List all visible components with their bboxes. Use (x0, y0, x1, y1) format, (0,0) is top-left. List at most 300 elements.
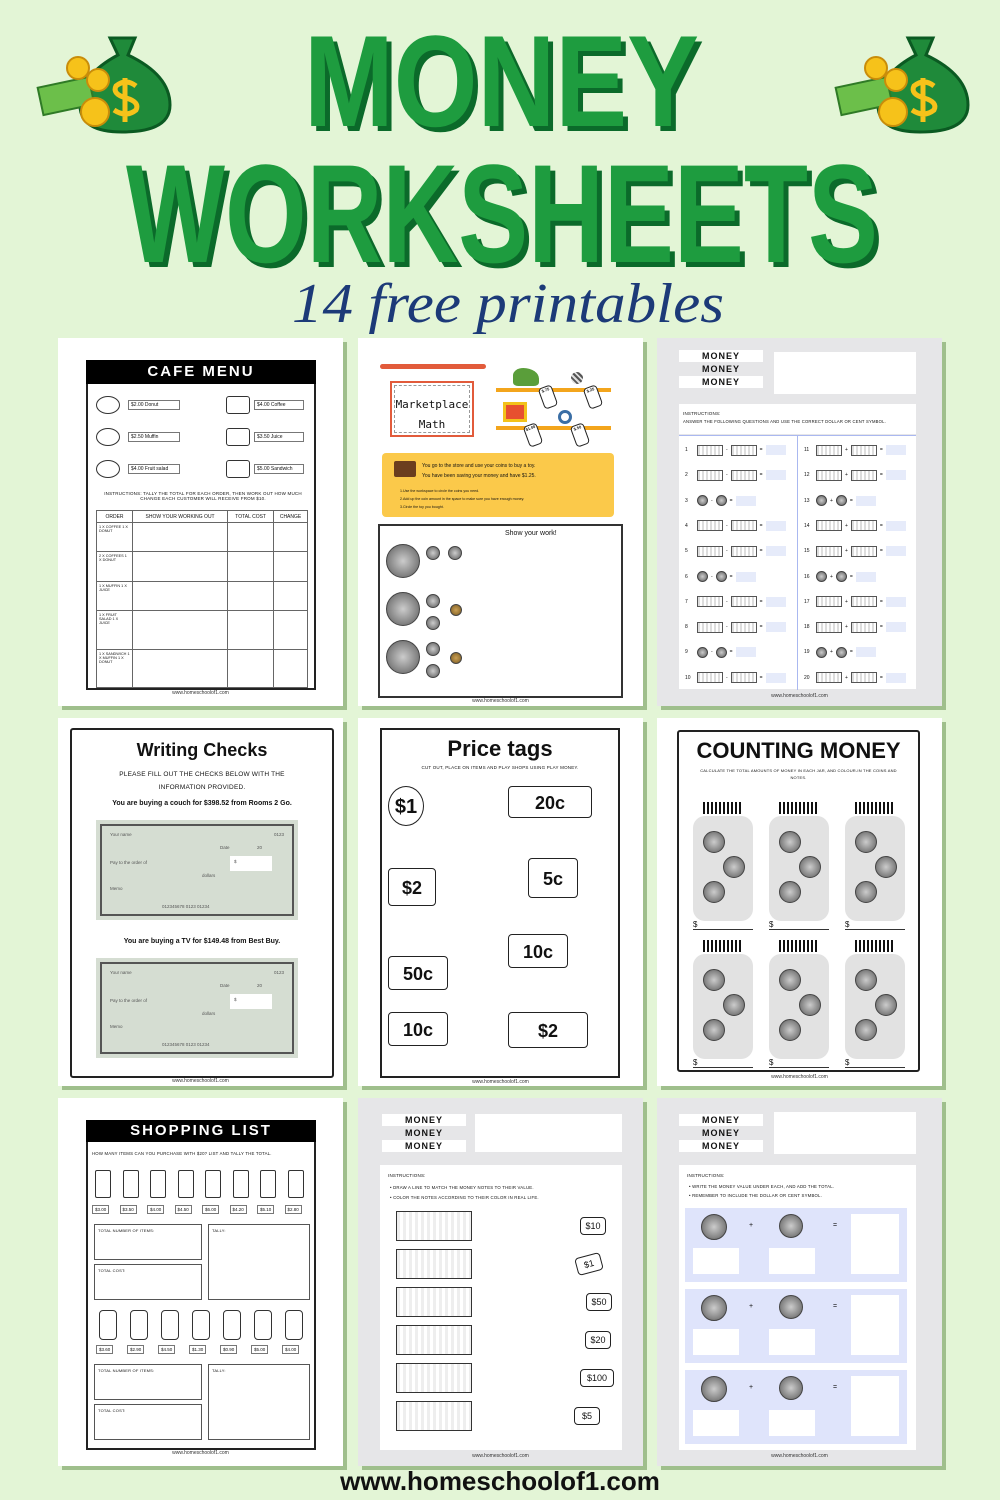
item-price: $6.00 (202, 1205, 219, 1214)
name-box[interactable] (774, 1112, 916, 1154)
equals-sign: = (879, 624, 883, 631)
coin-icon (450, 652, 462, 664)
total-box[interactable] (851, 1376, 899, 1436)
title-banner (0, 0, 1000, 340)
equals-sign: = (729, 573, 733, 580)
price-tags-title: Price tags (447, 736, 553, 761)
answer-box[interactable] (693, 1329, 739, 1355)
footer-url: www.homeschoolof1.com (771, 693, 828, 699)
item-price: $1.30 (189, 1345, 206, 1354)
shopping-list-worksheet[interactable] (58, 1098, 343, 1466)
check-number: 0123 (273, 970, 284, 975)
question-number: 4 (685, 522, 688, 529)
grocery-item-icon (288, 1170, 304, 1198)
pay-to-label: Pay to the order of (110, 860, 148, 865)
banknote-icon (697, 546, 723, 557)
answer-box[interactable] (856, 647, 876, 657)
jar-answer[interactable] (693, 920, 753, 930)
cafe-menu-worksheet[interactable] (58, 338, 343, 706)
footer-url: www.homeschoolof1.com (172, 1078, 229, 1084)
question-row (804, 621, 916, 633)
coin-icon (836, 495, 847, 506)
toy-box-icon (503, 402, 527, 422)
instruction: CALCULATE THE TOTAL AMOUNTS OF MONEY IN EACH JAR, AND COLOUR-IN THE COINS AND NOTES. (700, 768, 897, 780)
coin-icon (779, 831, 801, 853)
value-tag[interactable]: $5 (574, 1407, 600, 1425)
question-row (804, 520, 916, 532)
answer-box[interactable] (693, 1410, 739, 1436)
answer-cell[interactable] (133, 552, 228, 581)
value-tag[interactable]: $20 (585, 1331, 611, 1349)
website-url[interactable]: www.homeschoolof1.com (340, 1466, 660, 1496)
operator: - (726, 548, 728, 555)
operator: - (726, 472, 728, 479)
grocery-item-icon (223, 1310, 241, 1340)
banknote-icon[interactable] (396, 1325, 472, 1355)
question-row (685, 621, 797, 633)
money-header (679, 350, 763, 389)
year-label: 20 (257, 845, 263, 850)
item-price: $2.90 (127, 1345, 144, 1354)
jar-lid (779, 940, 819, 952)
price-tag[interactable]: 5c (528, 858, 578, 898)
coin-icon (703, 1019, 725, 1041)
question-number: 17 (804, 598, 810, 605)
coin-icon (448, 546, 462, 560)
coin-icon (855, 831, 877, 853)
your-name-label: Your name (110, 832, 132, 837)
answer-cell[interactable] (133, 611, 228, 649)
grocery-item-icon (178, 1170, 194, 1198)
operator: - (726, 447, 728, 453)
menu-item-price: $5.00 Sandwich (254, 464, 304, 474)
question-row (685, 520, 797, 532)
answer-box[interactable] (886, 445, 906, 455)
banknote-icon (816, 520, 842, 531)
grocery-item-icon (161, 1310, 179, 1340)
answer-cell[interactable] (228, 523, 274, 552)
grocery-item-icon (95, 1170, 111, 1198)
price-tags-worksheet[interactable] (358, 718, 643, 1086)
item-price: $4.50 (158, 1345, 175, 1354)
item-price: $5.00 (251, 1345, 268, 1354)
footer-url: www.homeschoolof1.com (472, 1453, 529, 1459)
value-tag[interactable]: $1 (574, 1252, 604, 1276)
coin-addition-worksheet[interactable] (657, 1098, 942, 1466)
coin-icon (816, 647, 827, 658)
coin-addition-row (685, 1208, 907, 1282)
instructions-box (679, 404, 916, 434)
order-cell: 1 X FRUIT SALAD 1 X JUICE (97, 611, 133, 649)
amount-field[interactable] (230, 994, 272, 1009)
title-line-1: MONEY (304, 8, 699, 154)
dollar-sign: $ (845, 920, 850, 929)
question-number: 2 (685, 472, 688, 479)
price-tag[interactable]: 20c (508, 786, 592, 818)
value-tag[interactable]: $10 (580, 1217, 606, 1235)
answer-cell[interactable] (228, 552, 274, 581)
jar-answer[interactable] (769, 920, 829, 930)
equals-sign: = (759, 624, 763, 631)
coin-icon (386, 640, 420, 674)
banknote-icon (816, 596, 842, 607)
question-row (685, 545, 797, 557)
grocery-item-icon (99, 1310, 117, 1340)
operator: + (845, 472, 848, 479)
match-notes-worksheet[interactable] (358, 1098, 643, 1466)
table-row (97, 552, 308, 581)
answer-box[interactable] (886, 521, 906, 531)
question-number: 18 (804, 624, 810, 631)
check-prompt: You are buying a TV for $149.48 from Best Buy. (123, 938, 281, 945)
counting-money-title: COUNTING MONEY (696, 738, 901, 763)
coin-icon (855, 969, 877, 991)
answer-box[interactable] (769, 1410, 815, 1436)
answer-box[interactable] (766, 521, 786, 531)
footer-url: www.homeschoolof1.com (472, 698, 529, 704)
question-number: 14 (804, 522, 810, 529)
question-number: 10 (685, 674, 691, 681)
answer-cell[interactable] (228, 649, 274, 687)
check-form[interactable] (96, 820, 298, 920)
answer-box[interactable] (769, 1248, 815, 1274)
answer-box[interactable] (856, 496, 876, 506)
answer-box[interactable] (886, 470, 906, 480)
coin-icon (799, 856, 821, 878)
question-number: 6 (685, 573, 688, 580)
toy-price-tag: $1.00 (523, 422, 544, 447)
coin-icon (779, 1376, 803, 1400)
banknote-icon (731, 445, 757, 456)
money-jar (845, 816, 905, 921)
operator: - (726, 598, 728, 605)
banknote-icon[interactable] (396, 1363, 472, 1393)
banknote-icon (731, 672, 757, 683)
equals-sign: = (879, 548, 883, 555)
footer-url: www.homeschoolof1.com (771, 1453, 828, 1459)
plus-sign: + (749, 1222, 754, 1229)
question-row (685, 495, 797, 507)
price-tag[interactable]: $2 (388, 868, 436, 906)
exercise-area (679, 1165, 916, 1450)
dinosaur-toy-icon (513, 368, 539, 386)
answer-cell[interactable] (133, 581, 228, 610)
step-text: 3.Circle the toy you bought. (400, 505, 444, 509)
banknote-icon[interactable] (396, 1401, 472, 1431)
question-row (685, 444, 797, 456)
answer-box[interactable] (766, 470, 786, 480)
question-number: 7 (685, 598, 688, 605)
coin-icon (703, 969, 725, 991)
banknote-icon (697, 622, 723, 633)
dollar-sign: $ (693, 920, 698, 929)
total-box[interactable] (851, 1295, 899, 1355)
total-cost-box[interactable]: TOTAL COST: (94, 1404, 202, 1440)
answer-box[interactable] (856, 572, 876, 582)
instructions-label: INSTRUCTIONS: (683, 411, 721, 416)
coin-icon (716, 571, 727, 582)
answer-cell[interactable] (274, 611, 308, 649)
item-price: $5.10 (257, 1205, 274, 1214)
money-label: MONEY (679, 1114, 763, 1126)
equals-sign: = (879, 598, 883, 605)
price-tag[interactable]: $1 (388, 786, 424, 826)
name-box[interactable] (774, 352, 916, 394)
grocery-item-icon (285, 1310, 303, 1340)
coin-icon (799, 994, 821, 1016)
routing-number: 012345678 0123 01234 (162, 904, 210, 909)
answer-box[interactable] (693, 1248, 739, 1274)
banknote-icon (816, 470, 842, 481)
answer-box[interactable] (886, 597, 906, 607)
column-header: CHANGE (274, 511, 308, 523)
money-jar (845, 954, 905, 1059)
sign-rail (380, 364, 486, 369)
order-cell: 2 X COFFEES 1 X DONUT (97, 552, 133, 581)
price-tag[interactable]: 50c (388, 956, 448, 990)
question-number: 19 (804, 649, 810, 656)
banknote-icon (816, 622, 842, 633)
coin-icon (855, 881, 877, 903)
question-row (685, 469, 797, 481)
operator: + (830, 497, 833, 504)
coin-icon (836, 647, 847, 658)
question-row (804, 545, 916, 557)
matching-area (380, 1165, 622, 1450)
subtitle: 14 free printables (292, 273, 724, 335)
coin-icon (779, 1214, 803, 1238)
grocery-item-icon (205, 1170, 221, 1198)
story-box (382, 453, 614, 517)
money-label: MONEY (679, 350, 763, 362)
question-row (685, 672, 797, 684)
toy-price-tag: $.75 (538, 384, 559, 409)
answer-box[interactable] (766, 622, 786, 632)
money-label: MONEY (404, 1128, 443, 1138)
jar-lid (779, 802, 819, 814)
menu-item-price: $2.50 Muffin (128, 432, 180, 442)
table-row (97, 581, 308, 610)
money-jar (693, 816, 753, 921)
equals-sign: = (759, 472, 763, 479)
grocery-item-icon (150, 1170, 166, 1198)
jar-lid (855, 940, 895, 952)
operator: + (830, 573, 833, 580)
orders-table (96, 510, 308, 688)
answer-box[interactable] (766, 445, 786, 455)
instruction: ANSWER THE FOLLOWING QUESTIONS AND USE THE CORRECT DOLLAR OR CENT SYMBOL. (683, 419, 886, 424)
jar-lid (703, 802, 743, 814)
value-tag[interactable]: $100 (580, 1369, 614, 1387)
operator: - (711, 573, 713, 580)
answer-cell[interactable] (274, 581, 308, 610)
memo-label: Memo (110, 886, 123, 891)
dollar-sign: $ (845, 1058, 850, 1067)
question-row (685, 596, 797, 608)
answer-box[interactable] (886, 673, 906, 683)
money-label: MONEY (701, 1128, 740, 1138)
jar-answer[interactable] (845, 1058, 905, 1068)
banknote-icon[interactable] (396, 1249, 472, 1279)
answer-box[interactable] (886, 546, 906, 556)
jar-answer[interactable] (693, 1058, 753, 1068)
grocery-item-icon (254, 1310, 272, 1340)
banknote-icon (731, 546, 757, 557)
operator: + (845, 447, 848, 453)
answer-box[interactable] (766, 546, 786, 556)
money-label: MONEY (382, 1140, 466, 1152)
operator: + (845, 598, 848, 605)
item-price: $4.20 (230, 1205, 247, 1214)
value-tag[interactable]: $50 (586, 1293, 612, 1311)
answer-cell[interactable] (274, 523, 308, 552)
coin-icon (703, 881, 725, 903)
instruction: CUT OUT, PLACE ON ITEMS AND PLAY SHOPS USING PLAY MONEY. (421, 765, 579, 770)
menu-item-price: $4.00 Coffee (254, 400, 304, 410)
coin-icon (697, 495, 708, 506)
counting-money-worksheet[interactable] (657, 718, 942, 1086)
item-price: $4.50 (175, 1205, 192, 1214)
coin-icon (779, 881, 801, 903)
jar-answer[interactable] (769, 1058, 829, 1068)
answer-box[interactable] (769, 1329, 815, 1355)
equals-sign: = (879, 522, 883, 529)
answer-cell[interactable] (274, 552, 308, 581)
name-box[interactable] (475, 1114, 622, 1152)
money-bag-icon (836, 38, 968, 132)
equals-sign: = (833, 1303, 838, 1310)
story-line: You go to the store and use your coins to buy a toy. (422, 463, 536, 469)
tally-box[interactable]: TALLY: (208, 1224, 310, 1300)
banknote-icon (731, 470, 757, 481)
coin-icon (426, 616, 440, 630)
total-items-box[interactable]: TOTAL NUMBER OF ITEMS: (94, 1224, 202, 1260)
money-label: MONEY (679, 1140, 763, 1152)
answer-box[interactable] (736, 496, 756, 506)
writing-checks-worksheet[interactable] (58, 718, 343, 1086)
question-number: 3 (685, 497, 688, 504)
total-items-box[interactable]: TOTAL NUMBER OF ITEMS: (94, 1364, 202, 1400)
total-box[interactable] (851, 1214, 899, 1274)
answer-cell[interactable] (274, 649, 308, 687)
grocery-item-icon (260, 1170, 276, 1198)
total-cost-box[interactable]: TOTAL COST: (94, 1264, 202, 1300)
answer-box[interactable] (886, 622, 906, 632)
price-tag[interactable]: 10c (388, 1012, 448, 1046)
banknote-icon (816, 546, 842, 557)
footer-url: www.homeschoolof1.com (172, 1450, 229, 1456)
show-work-label: Show your work! (505, 530, 557, 537)
money-operations-worksheet[interactable] (657, 338, 942, 706)
memo-label: Memo (110, 1024, 123, 1029)
order-cell: 1 X SANDWICH 1 X MUFFIN 1 X DONUT (97, 649, 133, 687)
marketplace-math-worksheet[interactable] (358, 338, 643, 706)
answer-cell[interactable] (133, 523, 228, 552)
routing-number: 012345678 0123 01234 (162, 1042, 210, 1047)
table-row (97, 649, 308, 687)
equals-sign: = (849, 573, 853, 580)
equals-sign: = (759, 522, 763, 529)
coin-addition-row (685, 1370, 907, 1444)
banknote-icon (697, 470, 723, 481)
money-jar (693, 954, 753, 1059)
cafe-menu-title: CAFE MENU (86, 360, 316, 384)
banknote-icon[interactable] (396, 1211, 472, 1241)
work-area[interactable] (378, 524, 623, 698)
question-row (685, 646, 797, 658)
column-header: SHOW YOUR WORKING OUT (133, 511, 228, 523)
jar-answer[interactable] (845, 920, 905, 930)
spinner-toy-icon (558, 410, 572, 424)
question-row (804, 646, 916, 658)
grocery-item-icon (192, 1310, 210, 1340)
question-row (685, 571, 797, 583)
operator: - (726, 674, 728, 681)
instructions-label: INSTRUCTIONS: (687, 1173, 725, 1178)
equals-sign: = (759, 598, 763, 605)
banknote-icon (816, 445, 842, 456)
answer-cell[interactable] (228, 611, 274, 649)
check-form[interactable] (96, 958, 298, 1058)
coin-icon (716, 647, 727, 658)
coin-icon (426, 642, 440, 656)
equals-sign: = (729, 497, 733, 504)
instruction-bullet: • COLOR THE NOTES ACCORDING TO THEIR COLOR IN REAL LIFE. (390, 1195, 539, 1200)
banknote-icon[interactable] (396, 1287, 472, 1317)
operator: + (845, 624, 848, 631)
wallet-icon (394, 461, 416, 477)
answer-cell[interactable] (133, 649, 228, 687)
answer-box[interactable] (736, 572, 756, 582)
fruit-salad-icon (96, 460, 120, 478)
answer-box[interactable] (736, 647, 756, 657)
question-number: 20 (804, 674, 810, 681)
instructions: INSTRUCTIONS: TALLY THE TOTAL FOR EACH ORDER, THEN WORK OUT HOW MUCH CHANGE EACH CUSTOMER WILL RECEIVE FROM $10. (104, 491, 302, 501)
question: HOW MANY ITEMS CAN YOU PURCHASE WITH $20? LIST AND TALLY THE TOTAL. (92, 1151, 272, 1156)
coin-icon (723, 856, 745, 878)
order-cell: 1 X COFFEE 1 X DONUT (97, 523, 133, 552)
question-row (804, 672, 916, 684)
answer-box[interactable] (766, 597, 786, 607)
equals-sign: = (833, 1222, 838, 1229)
dollar-sign: $ (234, 859, 237, 864)
question-number: 16 (804, 573, 810, 580)
coin-icon (386, 544, 420, 578)
amount-field[interactable] (230, 856, 272, 871)
question-number: 9 (685, 649, 688, 656)
price-tag[interactable]: 10c (508, 934, 568, 968)
dollars-label: dollars (202, 1011, 216, 1016)
step-text: 1.Use the workspace to circle the coins you need. (400, 489, 480, 493)
question-number: 8 (685, 624, 688, 631)
answer-box[interactable] (766, 673, 786, 683)
banknote-icon (816, 672, 842, 683)
footer-url: www.homeschoolof1.com (472, 1079, 529, 1085)
operator: + (845, 674, 848, 681)
coin-icon (701, 1376, 727, 1402)
price-tag[interactable]: $2 (508, 1012, 588, 1048)
money-jar (769, 954, 829, 1059)
coin-icon (426, 546, 440, 560)
equals-sign: = (759, 548, 763, 555)
banknote-icon (851, 470, 877, 481)
operator: + (845, 548, 848, 555)
money-label: MONEY (701, 364, 740, 374)
answer-cell[interactable] (228, 581, 274, 610)
toy-price-tag: $.50 (570, 422, 591, 447)
tally-box[interactable]: TALLY: (208, 1364, 310, 1440)
table-row (97, 523, 308, 552)
